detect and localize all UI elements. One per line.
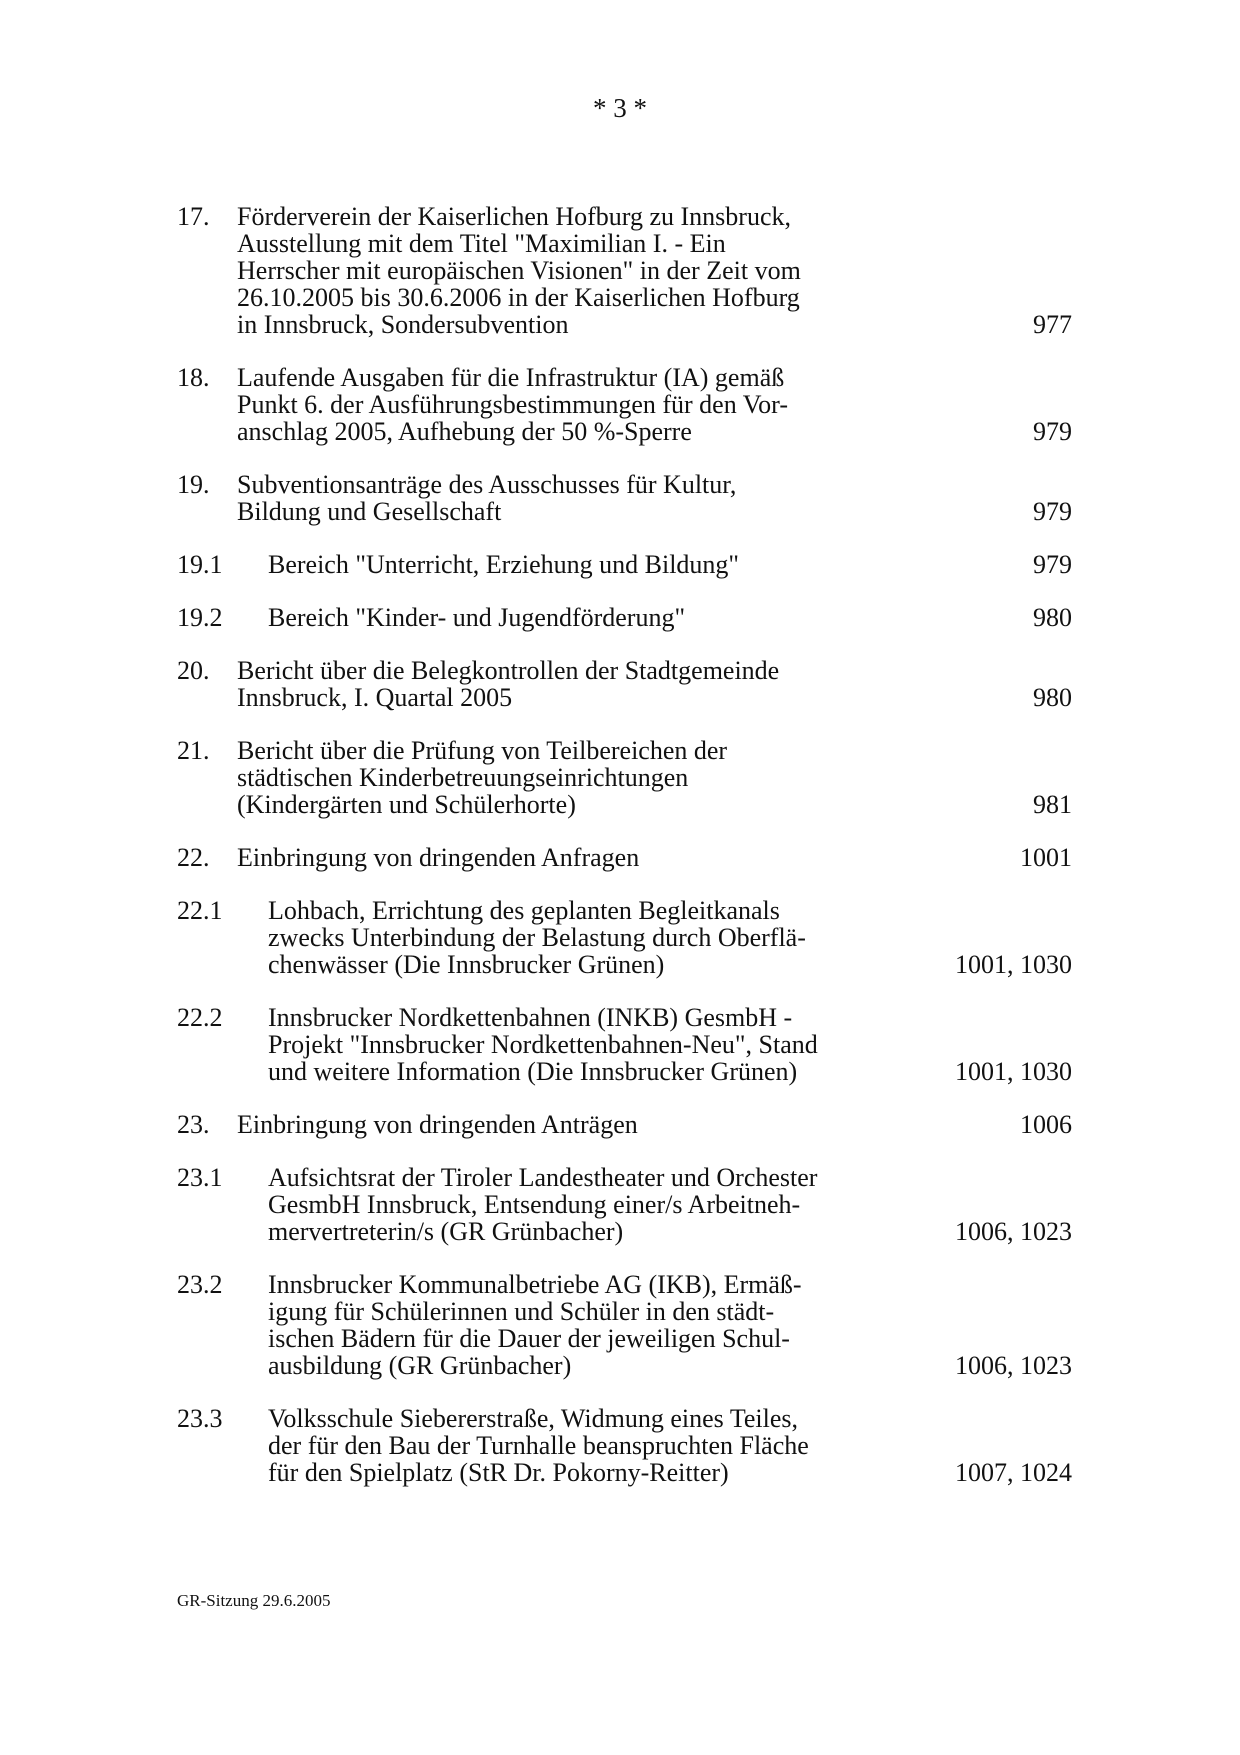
entry-number: 22.	[177, 843, 210, 872]
entry-title	[237, 471, 922, 525]
toc-entry-23-3	[177, 1405, 1072, 1486]
entry-title-line: Volksschule Siebererstraße, Widmung eines Teiles,	[268, 1404, 799, 1433]
entry-title-line: Bildung und Gesellschaft	[237, 497, 502, 526]
entry-number: 18.	[177, 363, 210, 392]
entry-title-line: (Kindergärten und Schülerhorte)	[237, 790, 576, 819]
entry-title-line: Einbringung von dringenden Anträgen	[237, 1110, 638, 1139]
entry-title-line: Subventionsanträge des Ausschusses für Kultur,	[237, 470, 737, 499]
entry-title-line: Bericht über die Belegkontrollen der Stadtgemeinde	[237, 656, 780, 685]
entry-title-line: ausbildung (GR Grünbacher)	[268, 1351, 572, 1380]
entry-title-line: GesmbH Innsbruck, Entsendung einer/s Arbeitneh-	[268, 1190, 801, 1219]
entry-number: 22.1	[177, 896, 223, 925]
entry-number: 19.1	[177, 550, 223, 579]
entry-page: 1006, 1023	[955, 1217, 1072, 1246]
entry-page: 1001, 1030	[955, 950, 1072, 979]
table-of-contents	[177, 203, 1072, 1486]
entry-title	[237, 1111, 922, 1138]
toc-entry-21	[177, 737, 1072, 818]
entry-title-line: Projekt "Innsbrucker Nordkettenbahnen-Neu", Stand	[268, 1030, 818, 1059]
entry-title-line: und weitere Information (Die Innsbrucker Grünen)	[268, 1057, 798, 1086]
entry-page: 1006	[1020, 1110, 1072, 1139]
entry-title-line: Herrscher mit europäischen Visionen" in der Zeit vom	[237, 256, 801, 285]
entry-page: 980	[1033, 683, 1072, 712]
entry-title	[268, 551, 922, 578]
entry-title-line: Innsbrucker Kommunalbetriebe AG (IKB), Ermäß-	[268, 1270, 802, 1299]
entry-title-line: Bericht über die Prüfung von Teilbereichen der	[237, 736, 728, 765]
entry-page: 1006, 1023	[955, 1351, 1072, 1380]
entry-title-line: chenwässer (Die Innsbrucker Grünen)	[268, 950, 665, 979]
entry-title-line: Bereich "Kinder- und Jugendförderung"	[268, 603, 686, 632]
entry-page: 981	[1033, 790, 1072, 819]
entry-title	[268, 1004, 922, 1085]
entry-title-line: 26.10.2005 bis 30.6.2006 in der Kaiserlichen Hofburg	[237, 283, 800, 312]
entry-title-line: Lohbach, Errichtung des geplanten Begleitkanals	[268, 896, 780, 925]
entry-title-line: anschlag 2005, Aufhebung der 50 %-Sperre	[237, 417, 692, 446]
entry-page: 980	[1033, 603, 1072, 632]
toc-entry-22-2	[177, 1004, 1072, 1085]
toc-entry-20	[177, 657, 1072, 711]
entry-page: 977	[1033, 310, 1072, 339]
entry-number: 19.2	[177, 603, 223, 632]
entry-title-line: zwecks Unterbindung der Belastung durch Oberflä-	[268, 923, 806, 952]
entry-number: 23.3	[177, 1404, 223, 1433]
entry-page: 1001, 1030	[955, 1057, 1072, 1086]
page-number: * 3 *	[593, 93, 647, 123]
entry-title-line: Innsbruck, I. Quartal 2005	[237, 683, 513, 712]
toc-entry-23	[177, 1111, 1072, 1138]
entry-page: 1001	[1020, 843, 1072, 872]
entry-title-line: Laufende Ausgaben für die Infrastruktur (IA) gemäß	[237, 363, 785, 392]
entry-number: 23.2	[177, 1270, 223, 1299]
entry-page: 979	[1033, 550, 1072, 579]
entry-title-line: Förderverein der Kaiserlichen Hofburg zu Innsbruck,	[237, 202, 791, 231]
entry-title-line: der für den Bau der Turnhalle beanspruchten Fläche	[268, 1431, 809, 1460]
toc-entry-19	[177, 471, 1072, 525]
entry-title-line: Innsbrucker Nordkettenbahnen (INKB) GesmbH -	[268, 1003, 793, 1032]
entry-number: 22.2	[177, 1003, 223, 1032]
entry-number: 23.1	[177, 1163, 223, 1192]
entry-title-line: Ausstellung mit dem Titel "Maximilian I. - Ein	[237, 229, 726, 258]
entry-number: 19.	[177, 470, 210, 499]
entry-title	[237, 844, 922, 871]
toc-entry-17	[177, 203, 1072, 338]
entry-title	[237, 203, 922, 338]
entry-title	[268, 897, 922, 978]
entry-title-line: mervertreterin/s (GR Grünbacher)	[268, 1217, 624, 1246]
entry-title-line: Aufsichtsrat der Tiroler Landestheater und Orchester	[268, 1163, 818, 1192]
entry-title	[268, 1405, 922, 1486]
entry-title	[237, 364, 922, 445]
entry-page: 1007, 1024	[955, 1458, 1072, 1487]
entry-title	[268, 604, 922, 631]
toc-entry-22	[177, 844, 1072, 871]
toc-entry-19-2	[177, 604, 1072, 631]
entry-title-line: für den Spielplatz (StR Dr. Pokorny-Reitter)	[268, 1458, 729, 1487]
entry-title-line: städtischen Kinderbetreuungseinrichtungen	[237, 763, 689, 792]
entry-number: 20.	[177, 656, 210, 685]
entry-number: 17.	[177, 202, 210, 231]
entry-number: 23.	[177, 1110, 210, 1139]
entry-page: 979	[1033, 417, 1072, 446]
toc-entry-18	[177, 364, 1072, 445]
entry-title	[268, 1271, 922, 1379]
toc-entry-19-1	[177, 551, 1072, 578]
toc-entry-22-1	[177, 897, 1072, 978]
entry-title	[237, 657, 922, 711]
entry-title	[237, 737, 922, 818]
entry-title-line: Punkt 6. der Ausführungsbestimmungen für den Vor-	[237, 390, 788, 419]
entry-title-line: Bereich "Unterricht, Erziehung und Bildung"	[268, 550, 740, 579]
entry-number: 21.	[177, 736, 210, 765]
toc-entry-23-2	[177, 1271, 1072, 1379]
entry-title-line: ischen Bädern für die Dauer der jeweiligen Schul-	[268, 1324, 790, 1353]
footer-session-date: GR-Sitzung 29.6.2005	[177, 1591, 331, 1610]
entry-title-line: Einbringung von dringenden Anfragen	[237, 843, 640, 872]
entry-page: 979	[1033, 497, 1072, 526]
entry-title	[268, 1164, 922, 1245]
entry-title-line: in Innsbruck, Sondersubvention	[237, 310, 569, 339]
toc-entry-23-1	[177, 1164, 1072, 1245]
entry-title-line: igung für Schülerinnen und Schüler in den städt-	[268, 1297, 775, 1326]
